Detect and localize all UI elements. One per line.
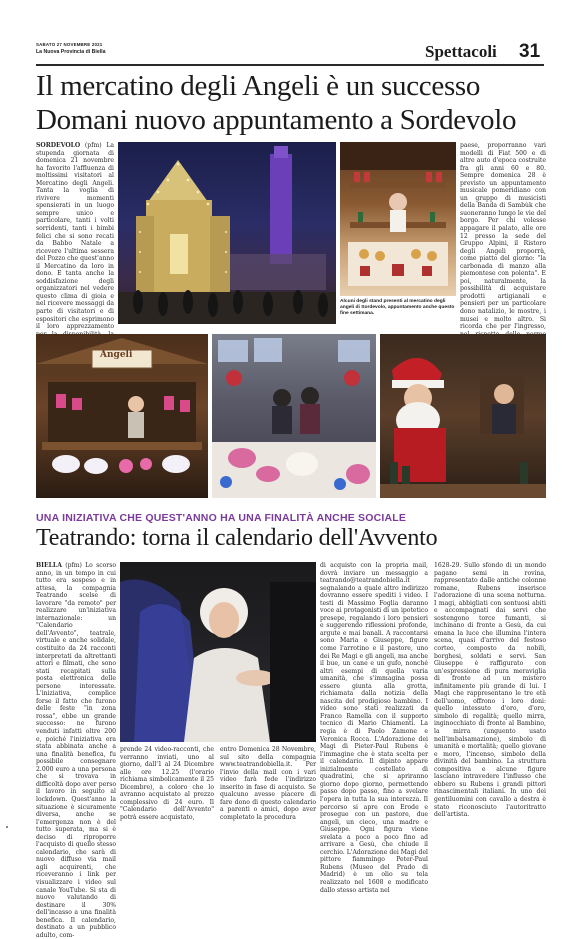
actress-angel-photo [120,562,316,742]
article2-column-2: prende 24 video-racconti, che verranno inviati, uno al giorno, dall'1 al 24 Dicembre alle ore 12.25 (l'orario richiama simbolicamente il 25 Dicembre), a coloro che lo avranno acquistato al prezzo complessivo di 24 euro. Il "Calendario dell'Avvento" potrà essere acquistato, [120,746,214,821]
page-mark [6,826,8,828]
article1-text-1: La stupenda giornata di domenica 21 novembre ha favorito l'affluenza di moltissimi visitatori al Mercatino degli Angeli. Tanta la voglia di rivivere momenti spensierati in un luogo sempre unico e particolare, tanti i volti sorridenti, tanti i bimbi felici che si sono recati da Babbo Natale a ricevere l'ultima sessera del Pozzo che quest'anno il Mercatino da loro in dono. E tanta anche la soddisfazione degli organizzatori nel vedere questo clima di gioia e nel ricevere messaggi da parte di visitatori e di espositori che esprimono il loro apprezzamento [36,142,114,331]
article1-column-2: paese, proporranno vari modelli di Fiat 500 e di altre auto d'epoca costruite fra gli anni 60 e 80. Sempre domenica 28 è previsto un appuntamento musicale pomeridiano con un gruppo di musicisti della Banda di Sambùk che suoneranno lungo le vie del borgo. Per chi volesse appagare il palato, alle ore 12 presso la sede del Gruppo Alpini, il Ristoro degli Angeli proporrà, come piatto del giorno: "la carbonada di manzo alla piemontese con polenta". E poi, naturalmente, la possibilità di acquistare prodotti artigianali e pensieri per un particolare dono natalizio, le mostre, i musei e molto altro. Si ricorda che per l'ingresso, [460,142,546,331]
headline-teatrando: Teatrando: torna il calendario dell'Avvento [36,525,438,551]
page-number: 31 [519,41,541,62]
stand-sign: Angeli [100,350,133,360]
section-title: Spettacoli [425,42,497,61]
santa-claus-photo [380,334,546,498]
christmas-crafts-photo [212,334,376,498]
byline-2: (pfm) [65,562,82,569]
article2-kicker: UNA INIZIATIVA CHE QUEST'ANNO HA UNA FINALITÀ ANCHE SOCIALE [36,512,407,524]
stand-products-photo [340,142,456,296]
dateline: SORDEVOLO [36,142,81,149]
article2-column-3: entro Domenica 28 Novembre, sul sito della compagnia www.teatrandobiella.it. Per l'invio della mail con i vari video farà fede l'indirizzo inserito in fase di acquisto. Se qualcuno avesse piacere di fare dono di questo calendario a parenti o amici, dopo aver completato la procedura [220,746,316,821]
byline: (pfm) [84,142,102,149]
newspaper-name: La Nuova Provincia di Biella [36,49,106,55]
article2-text-1: Lo scorso anno, in un tempo in cui tutto era sospeso e in attesa, la compagnia Teatrando scelse di lavorare "da remoto" per realizzare un'iniziativa internazionale: un "Calendario dell'Avvento", teatrale, virtuale e anche solidale, costituito da 24 racconti interpretati da altrettanti attori e filmati, che sono stati recapitati sulla posta elettronica delle persone interessate. L'iniziativa, complice forse il fatto che furono delle feste "in zona rossa", ebbe un grande successo: ne furono venduti infatti oltre 200 e, poiché l'iniziativa era stata abbinata anche a una finalità benefica, fu possibile consegnare 2.000 euro a una persona che si trovava in difficoltà dopo aver perso il lavoro in seguito al lockdown. Quest'anno la situazione è sicuramente diversa, anche se l'emergenza non è del tutto superata, ma si è deciso di riproporre l'acquisto di quello stesso calendario, che sarà di nuovo diffuso via mail agli acquirenti, che riceveranno i link per visualizzare i video sul canale YouTube. Si sta di nuovo valutando di destinare il 30% dell'incasso a una finalità benefica. Il calendario, destinato a un pubblico adulto, com- [36,562,116,939]
photo-caption-1: Alcuni degli stand presenti al mercatino degli angeli di Sordevolo, appuntamento anche questo fine settimana. [340,299,455,316]
headline-mercatino: Il mercatino degli Angeli è un successo [36,70,481,102]
stand-angeli-photo [36,334,208,498]
headline-sordevolo: Domani nuovo appuntamento a Sordevolo [36,104,517,136]
stand-illustration [340,142,456,296]
crafts-illustration [212,334,376,498]
article1-column-1 [36,142,114,330]
dateline-biella: BIELLA [36,562,62,569]
article2-column-4: di acquisto con la propria mail, dovrà inviare un messaggio a teatrando@teatrandobiella.it segnalando a quale altro indirizzo dovranno essere spediti i video. I testi di Massimo Foglia daranno voce ai protagonisti di un ipotetico presepe, regalando i loro pensieri e suggerendo riflessioni profonde, argute e mai banali. A raccontarsi sono Maria e Giuseppe, figure come l'arrotino e il pastore, uno dei Re Magi e gli angeli, ma anche il bue, un cane e un gufo, nonché altri esempi di quella varia umanità, che s'immagina possa essere giunta alla grotta, richiamata dalla notizia della nascita del prodigioso bambino. I video sono stati realizzati da Franco Ramella con il supporto tecnico di Mario Chiamenti. La regia è di Paolo Zamone e Veronica Rocca. L'Adorazione dei Magi di Pieter-Paul Rubens è l'immagine che è stata scelta per il calendario. Il dipinto appare inizialmente costellato di quadratini, che si apriranno giorno dopo giorno, permettendo passo dopo passo, fino a svelare l'opera in tutta la sua interezza. Il percorso si apre con Erode e prosegue con un pastore, due angeli, un cieco, una madre e Giuseppe. Ogni figura viene svelata a poco a poco fino ad arrivare a Gesù, che chiude il cerchio. L'Adorazione dei Magi del pittore fiammingo Peter-Paul Rubens (Museo del Prado di Madrid) è un olio su tela realizzato nel 1608 e modificato dallo stesso artista nel [320,562,428,894]
church-illustration [118,142,336,324]
angel-illustration [120,562,316,742]
article2-column-5: 1628-29. Sullo sfondo di un mondo pagano semi in rovina, rappresentato dalle antiche colonne romane, Rubens inserisce l'adorazione di una scena notturna. I magi, abbigliati con sontuosi abiti e accompagnati dai servi che sostengono torce fumanti, si inchinano di fronte a Gesù, da cui emana la luce che illumina l'intera scena, quasi d'arrivo del festoso corteo, composto da nobili, borghesi, soldati e servi. San Giuseppe è raffigurato con un'espressione di pura meraviglia di fronte ad un mistero infinitamente più grande di lui. I Magi che rappresentano le tre età dell'uomo, offrono i loro doni: quello intessuto d'oro, d'oro, simbolo di regalità; quello mirra, inginocchiato di fronte al Bambino, la mirra (unguento usato nell'imbalsamazione), simbolo di umanità e mortalità; quello giovane e moro, l'incenso, simbolo della divinità del bambino. La struttura compositiva e alcune figure lasciano intravedere l'influsso che ebbero su Rubens i grandi pittori rinascimentali italiani. In uno dei gentiluomini con cavallo a destra è stato riconosciuto l'autoritratto dell'artista. [434,562,546,819]
article2-column-1 [36,562,116,939]
santa-illustration [380,334,546,498]
header-rule [36,64,544,66]
issue-date: SABATO 27 NOVEMBRE 2021 [36,42,103,47]
church-night-photo [118,142,336,324]
